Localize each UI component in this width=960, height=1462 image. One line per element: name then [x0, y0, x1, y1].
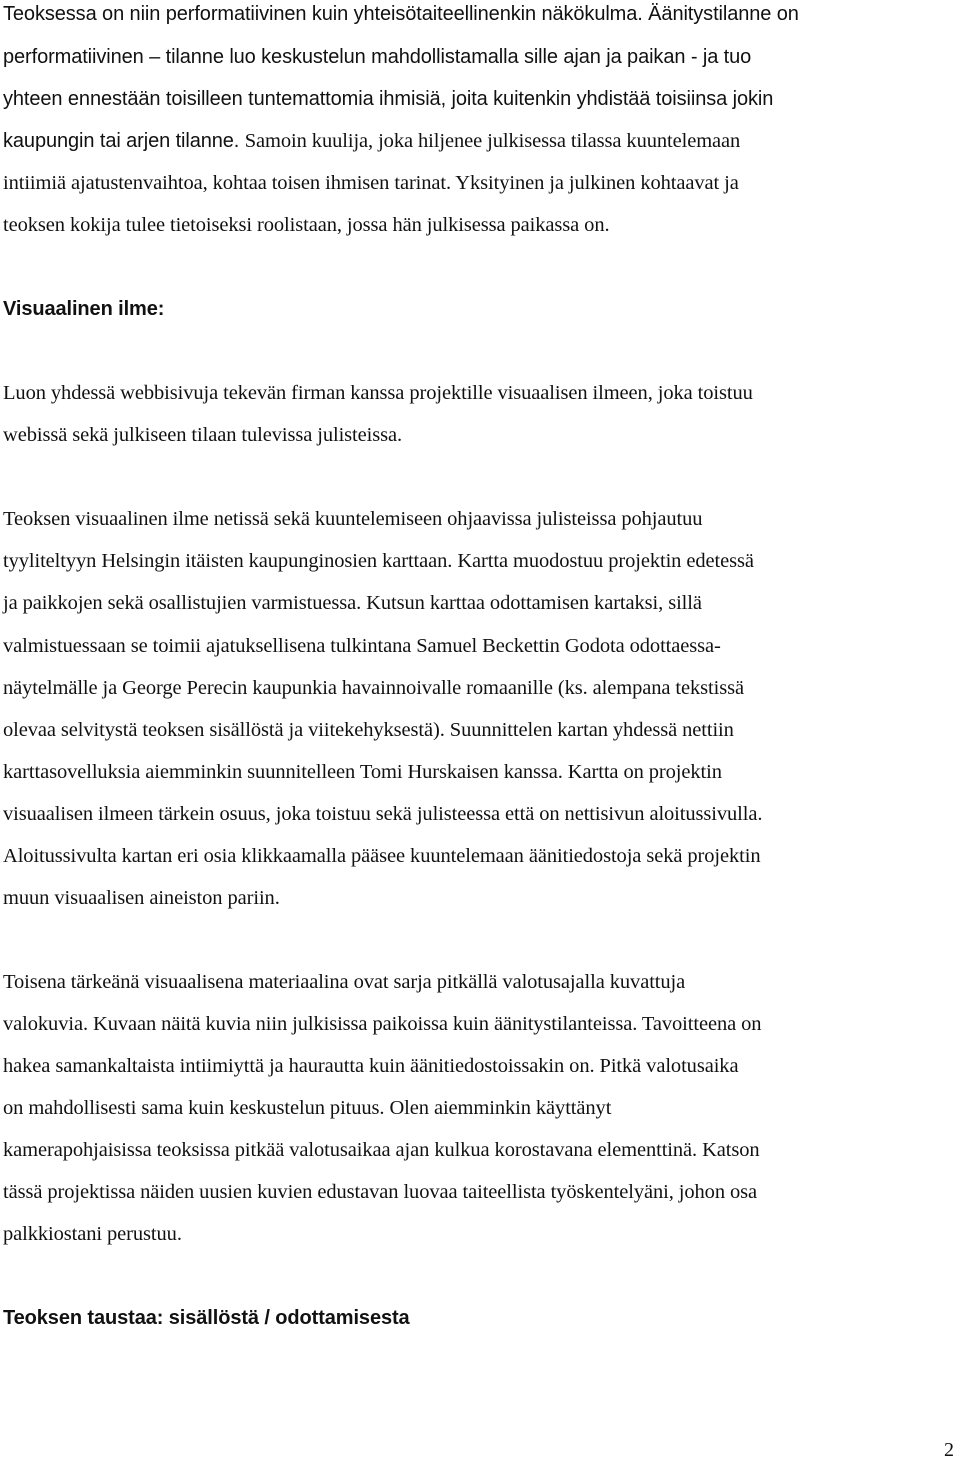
text-line: performatiivinen – tilanne luo keskustelun mahdollistamalla sille ajan ja paikan - ja tuo	[3, 46, 752, 68]
text-line: teoksen kokija tulee tietoiseksi roolistaan, jossa hän julkisessa paikassa on.	[3, 214, 610, 236]
text-line: Toisena tärkeänä visuaalisena materiaalina ovat sarja pitkällä valotusajalla kuvattuja	[3, 971, 686, 993]
text-line: webissä sekä julkiseen tilaan tulevissa julisteissa.	[3, 424, 403, 446]
text-line: muun visuaalisen aineiston pariin.	[3, 887, 280, 909]
text-line: Aloitussivulta kartan eri osia klikkaamalla pääsee kuuntelemaan äänitiedostoja sekä projektin	[3, 845, 761, 867]
text-line: ja paikkojen sekä osallistujien varmistuessa. Kutsun karttaa odottamisen kartaksi, sillä	[3, 592, 702, 614]
text-line: yhteen ennestään toisilleen tuntemattomia ihmisiä, joita kuitenkin yhdistää toisiinsa jokin	[3, 88, 774, 110]
text-line: näytelmälle ja George Perecin kaupunkia havainnoivalle romaanille (ks. alempana tekstissä	[3, 677, 744, 699]
text-line: karttasovelluksia aiemminkin suunnitelleen Tomi Hurskaisen kanssa. Kartta on projektin	[3, 761, 722, 783]
text-line: hakea samankaltaista intiimiyttä ja haurautta kuin äänitiedostoissakin on. Pitkä valotusaika	[3, 1055, 739, 1077]
section-heading-visual: Visuaalinen ilme:	[3, 298, 165, 320]
text-line: valmistuessaan se toimii ajatuksellisena tulkintana Samuel Beckettin Godota odottaessa-	[3, 635, 721, 657]
section-heading-background: Teoksen taustaa: sisällöstä / odottamisesta	[3, 1307, 410, 1329]
page-number: 2	[944, 1439, 954, 1461]
text-segment: kaupungin tai arjen tilanne.	[3, 130, 245, 152]
text-line: intiimiä ajatustenvaihtoa, kohtaa toisen ihmisen tarinat. Yksityinen ja julkinen kohtaavat ja	[3, 172, 739, 194]
text-line: tyyliteltyyn Helsingin itäisten kaupunginosien karttaan. Kartta muodostuu projektin edetessä	[3, 550, 754, 572]
text-line: tässä projektissa näiden uusien kuvien edustavan luovaa taiteellista työskentelyäni, johon osa	[3, 1181, 758, 1203]
text-line: Teoksen visuaalinen ilme netissä sekä kuuntelemiseen ohjaavissa julisteissa pohjautuu	[3, 508, 703, 530]
text-line: valokuvia. Kuvaan näitä kuvia niin julkisissa paikoissa kuin äänitystilanteissa. Tavoitteena on	[3, 1013, 762, 1035]
text-line: olevaa selvitystä teoksen sisällöstä ja viitekehyksestä). Suunnittelen kartan yhdessä nettiin	[3, 719, 734, 741]
text-line: visuaalisen ilmeen tärkein osuus, joka toistuu sekä julisteessa että on nettisivun aloitussivulla.	[3, 803, 763, 825]
text-line: Luon yhdessä webbisivuja tekevän firman kanssa projektille visuaalisen ilmeen, joka toistuu	[3, 382, 753, 404]
text-segment: Samoin kuulija, joka hiljenee julkisessa tilassa kuuntelemaan	[244, 130, 741, 152]
text-line: palkkiostani perustuu.	[3, 1223, 182, 1245]
text-line: on mahdollisesti sama kuin keskustelun pituus. Olen aiemminkin käyttänyt	[3, 1097, 612, 1119]
text-line: Teoksessa on niin performatiivinen kuin yhteisötaiteellinenkin näkökulma. Äänitystilanne on	[3, 3, 799, 25]
text-line: kamerapohjaisissa teoksissa pitkää valotusaikaa ajan kulkua korostavana elementtinä. Katson	[3, 1139, 760, 1161]
text-line	[3, 129, 740, 153]
